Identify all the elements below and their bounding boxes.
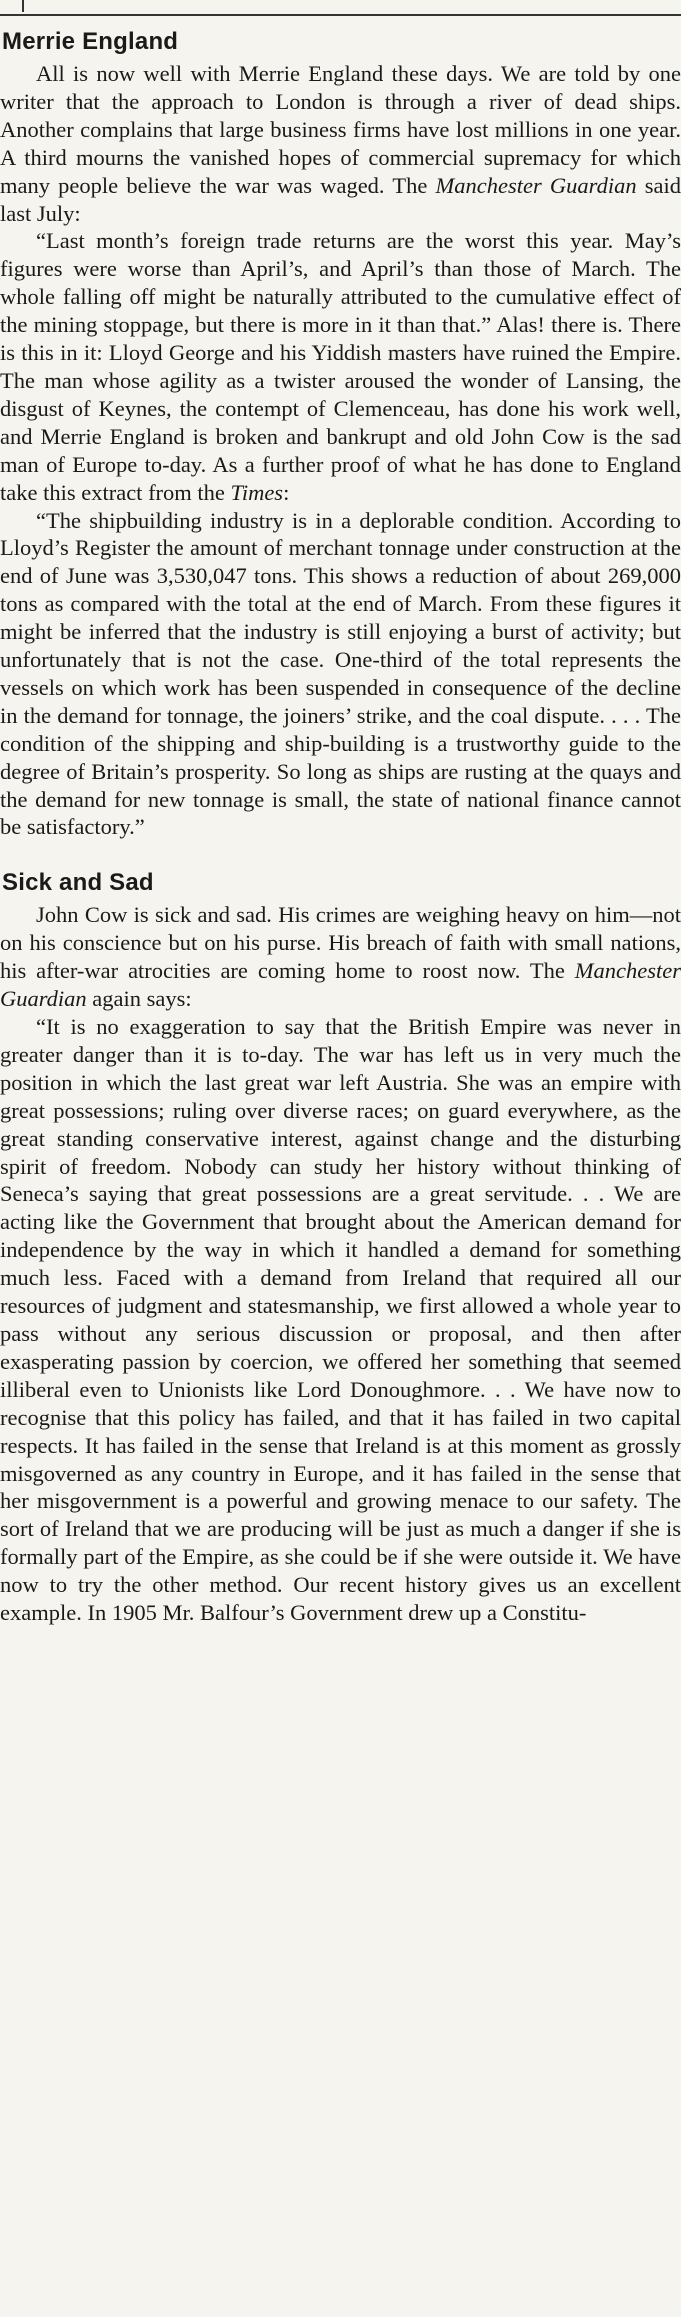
text-run: All is now well with Merrie England these days. We are told by one writer that the approach to London is through a river of dead ships. Another complains that large business firms have lost millions in one year. A third mourns the vanished hopes of commercial supremacy for which many people believe the war was waged. The: [0, 61, 681, 198]
text-run: “Last month’s foreign trade returns are the worst this year. May’s figures were worse than April’s, and April’s than those of March. The whole falling off might be naturally attributed to the cumulative effect of the mining stoppage, but there is more in it than that.” Alas! there is. There is this in it: Lloyd George and his Yiddish masters have ruined the Empire. The man whose agility as a twister aroused the wonder of Lansing, the disgust of Keynes, the contempt of Clemenceau, has done his work well, and Merrie England is broken and bankrupt and old John Cow is the sad man of Europe to-day. As a further proof of what he has done to England take this extract from the: [0, 228, 681, 505]
top-border-rule: [0, 0, 681, 16]
border-tick: [22, 0, 24, 12]
text-run: :: [283, 479, 290, 505]
publication-name: Manchester Guardian: [435, 172, 637, 198]
publication-name: Times: [230, 479, 284, 505]
text-run: John Cow is sick and sad. His crimes are weighing heavy on him—not on his conscience but on his purse. His breach of faith with small nations, his after-war atrocities are coming home to roost now. The: [0, 902, 681, 984]
section-heading-sick-and-sad: Sick and Sad: [2, 869, 154, 897]
publication-name: Manchester Guardian: [0, 958, 681, 1012]
section-heading-merrie-england: Merrie England: [2, 28, 179, 55]
paragraph: [0, 227, 681, 506]
quoted-paragraph: “The shipbuilding industry is in a deplorable condition. According to Lloyd’s Register the amount of merchant tonnage under construction at the end of June was 3,530,047 tons. This shows a reduction of about 269,000 tons as compared with the total at the end of March. From these figures it might be inferred that the industry is still enjoying a burst of activity; but unfortunately that is not the case. One-third of the total represents the vessels on which work has been suspended in consequence of the decline in the demand for tonnage, the joiners’ strike, and the coal dispute. . . . The condition of the shipping and ship-building is a trustworthy guide to the degree of Britain’s prosperity. So long as ships are rusting at the quays and the demand for new tonnage is small, the state of national finance cannot be satisfactory.”: [0, 507, 681, 840]
quoted-paragraph: “It is no exaggeration to say that the British Empire was never in greater danger than it is to-day. The war has left us in very much the position in which the last great war left Austria. She was an empire with great possessions; ruling over diverse races; on guard everywhere, as the great standing conservative interest, against change and the disturbing spirit of freedom. Nobody can study her history without thinking of Seneca’s saying that great possessions are a great servitude. . . We are acting like the Government that brought about the American demand for independence by the way in which it handled a demand for something much less. Faced with a demand from Ireland that required all our resources of judgment and statesmanship, we first allowed a whole year to pass without any serious discussion or proposal, and then after exasperating passion by coercion, we offered her something that seemed illiberal even to Unionists like Lord Donoughmore. . . We have now to recognise that this policy has failed, and that it has failed in two capital respects. It has failed in the sense that Ireland is at this moment as grossly misgoverned as any country in Europe, and it has failed in the sense that her misgovernment is a powerful and growing menace to our safety. The sort of Ireland that we are producing will be just as much a danger if she is formally part of the Empire, as she could be if she were outside it. We have now to try the other method. Our recent history gives us an excellent example. In 1905 Mr. Balfour’s Government drew up a Constitu-: [0, 1014, 681, 1626]
page-body: [0, 22, 681, 1627]
text-run: again says:: [86, 986, 192, 1012]
paragraph: [0, 60, 681, 227]
paragraph: [0, 901, 681, 1013]
text-run: said last July:: [0, 172, 681, 226]
